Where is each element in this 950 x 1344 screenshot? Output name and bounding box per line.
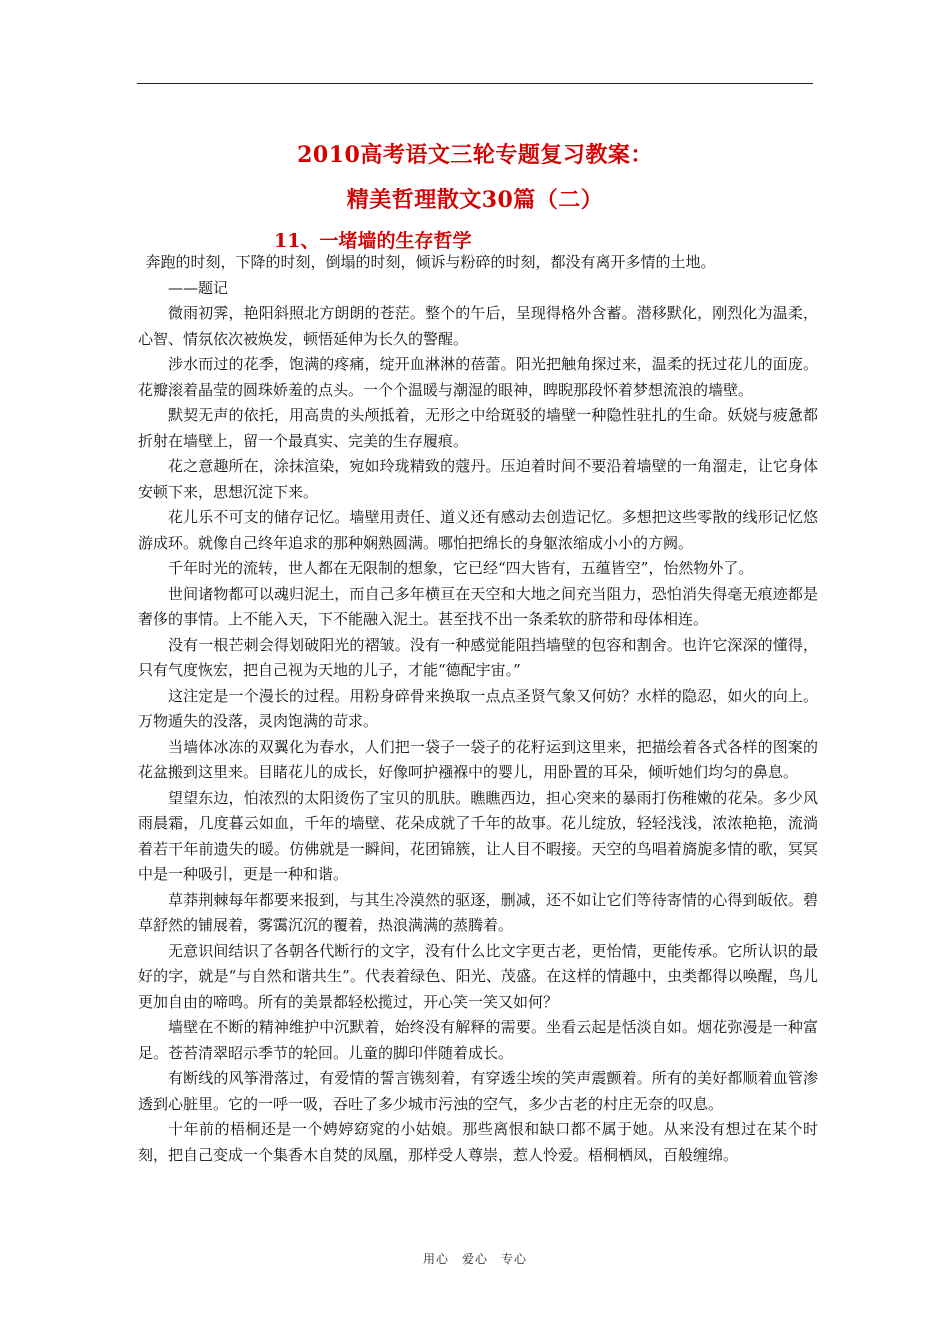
epigraph: 奔跑的时刻，下降的时刻，倒塌的时刻，倾诉与粉碎的时刻，都没有离开多情的土地。 <box>145 253 716 271</box>
paragraph: 草莽荆棘每年都要来报到，与其生冷漠然的驱逐，删减，还不如让它们等待寄情的心得到皈依。碧草舒然的铺展着，雾霭沉沉的覆着，热浪满满的蒸腾着。 <box>138 890 818 934</box>
paragraph: 无意识间结识了各朝各代断行的文字，没有什么比文字更古老，更怡情，更能传承。它所认识的最好的字，就是“与自然和谐共生”。代表着绿色、阳光、茂盛。在这样的情趣中，虫类都得以唤醒，鸟儿更加自由的啼鸣。所有的美景都轻松揽过，开心笑一笑又如何？ <box>138 941 818 1011</box>
paragraph: 当墙体冰冻的双翼化为春水，人们把一袋子一袋子的花籽运到这里来，把描绘着各式各样的图案的花盆搬到这里来。目睹花儿的成长，好像呵护襁褓中的婴儿，用卧置的耳朵，倾听她们均匀的鼻息。 <box>138 737 818 781</box>
page-footer: 用心 爱心 专心 <box>422 1252 527 1266</box>
document-subtitle: 精美哲理散文30篇（二） <box>346 187 604 213</box>
paragraph: 花儿乐不可支的储存记忆。墙壁用责任、道义还有感动去创造记忆。多想把这些零散的线形记忆悠游成环。就像自己终年追求的那种娴熟圆满。哪怕把绵长的身躯浓缩成小小的方阙。 <box>138 508 818 552</box>
paragraph: 默契无声的依托，用高贵的头颅抵着，无形之中给斑驳的墙壁一种隐性驻扎的生命。妖娆与疲惫都折射在墙壁上，留一个最真实、完美的生存履痕。 <box>138 406 818 450</box>
paragraph: 这注定是一个漫长的过程。用粉身碎骨来换取一点点圣贤气象又何妨？水样的隐忍，如火的向上。万物遁失的没落，灵肉饱满的苛求。 <box>138 686 818 730</box>
paragraph: 千年时光的流转，世人都在无限制的想象，它已经“四大皆有，五蕴皆空”，怡然物外了。 <box>168 559 754 577</box>
section-title: 11、一堵墙的生存哲学 <box>274 230 472 252</box>
paragraph: 没有一根芒刺会得划破阳光的褶皱。没有一种感觉能阻挡墙壁的包容和割舍。也许它深深的懂得，只有气度恢宏，把自己视为天地的儿子，才能“德配宇宙。” <box>138 635 818 679</box>
paragraph: 墙壁在不断的精神维护中沉默着，始终没有解释的需要。坐看云起是恬淡自如。烟花弥漫是一种富足。苍苔清翠昭示季节的轮回。儿童的脚印伴随着成长。 <box>138 1018 818 1062</box>
paragraph: 十年前的梧桐还是一个娉婷窈窕的小姑娘。那些离恨和缺口都不属于她。从来没有想过在某个时刻，把自己变成一个集香木自焚的凤凰，那样受人尊崇，惹人怜爱。梧桐栖凤，百般缠绵。 <box>138 1120 818 1164</box>
epigraph-attribution: ——题记 <box>168 278 229 297</box>
paragraph: 花之意趣所在，涂抹渲染，宛如玲珑精致的蔻丹。压迫着时间不要沿着墙壁的一角溜走，让它身体安顿下来，思想沉淀下来。 <box>138 457 818 501</box>
article-body <box>138 250 818 1168</box>
document-title: 2010高考语文三轮专题复习教案： <box>297 142 653 168</box>
paragraph: 涉水而过的花季，饱满的疼痛，绽开血淋淋的蓓蕾。阳光把触角探过来，温柔的抚过花儿的面庞。花瓣滚着晶莹的圆珠娇羞的点头。一个个温暖与潮湿的眼神，睥睨那段怀着梦想流浪的墙壁。 <box>138 355 818 399</box>
paragraph: 微雨初霁，艳阳斜照北方朗朗的苍茫。整个的午后，呈现得格外含蓄。潜移默化，刚烈化为温柔，心智、情氛依次被焕发，顿悟延伸为长久的警醒。 <box>138 304 818 348</box>
paragraph: 世间诸物都可以魂归泥土，而自己多年横亘在天空和大地之间充当阻力，恐怕消失得毫无痕迹都是奢侈的事情。上不能入天，下不能融入泥土。甚至找不出一条柔软的脐带和母体相连。 <box>138 584 818 628</box>
header-rule <box>137 83 813 84</box>
paragraph: 有断线的风筝滑落过，有爱情的誓言镌刻着，有穿透尘埃的笑声震颤着。所有的美好都顺着血管渗透到心脏里。它的一呼一吸，吞吐了多少城市污浊的空气，多少古老的村庄无奈的叹息。 <box>138 1069 818 1113</box>
paragraph: 望望东边，怕浓烈的太阳烫伤了宝贝的肌肤。瞧瞧西边，担心突来的暴雨打伤稚嫩的花朵。多少风雨晨霜，几度暮云如血，千年的墙壁、花朵成就了千年的故事。花儿绽放，轻轻浅浅，浓浓艳艳，流淌着若干年前遗失的暖。仿佛就是一瞬间，花团锦簇，让人目不暇接。天空的鸟唱着旖旎多情的歌，冥冥中是一种吸引，更是一种和谐。 <box>138 788 818 883</box>
